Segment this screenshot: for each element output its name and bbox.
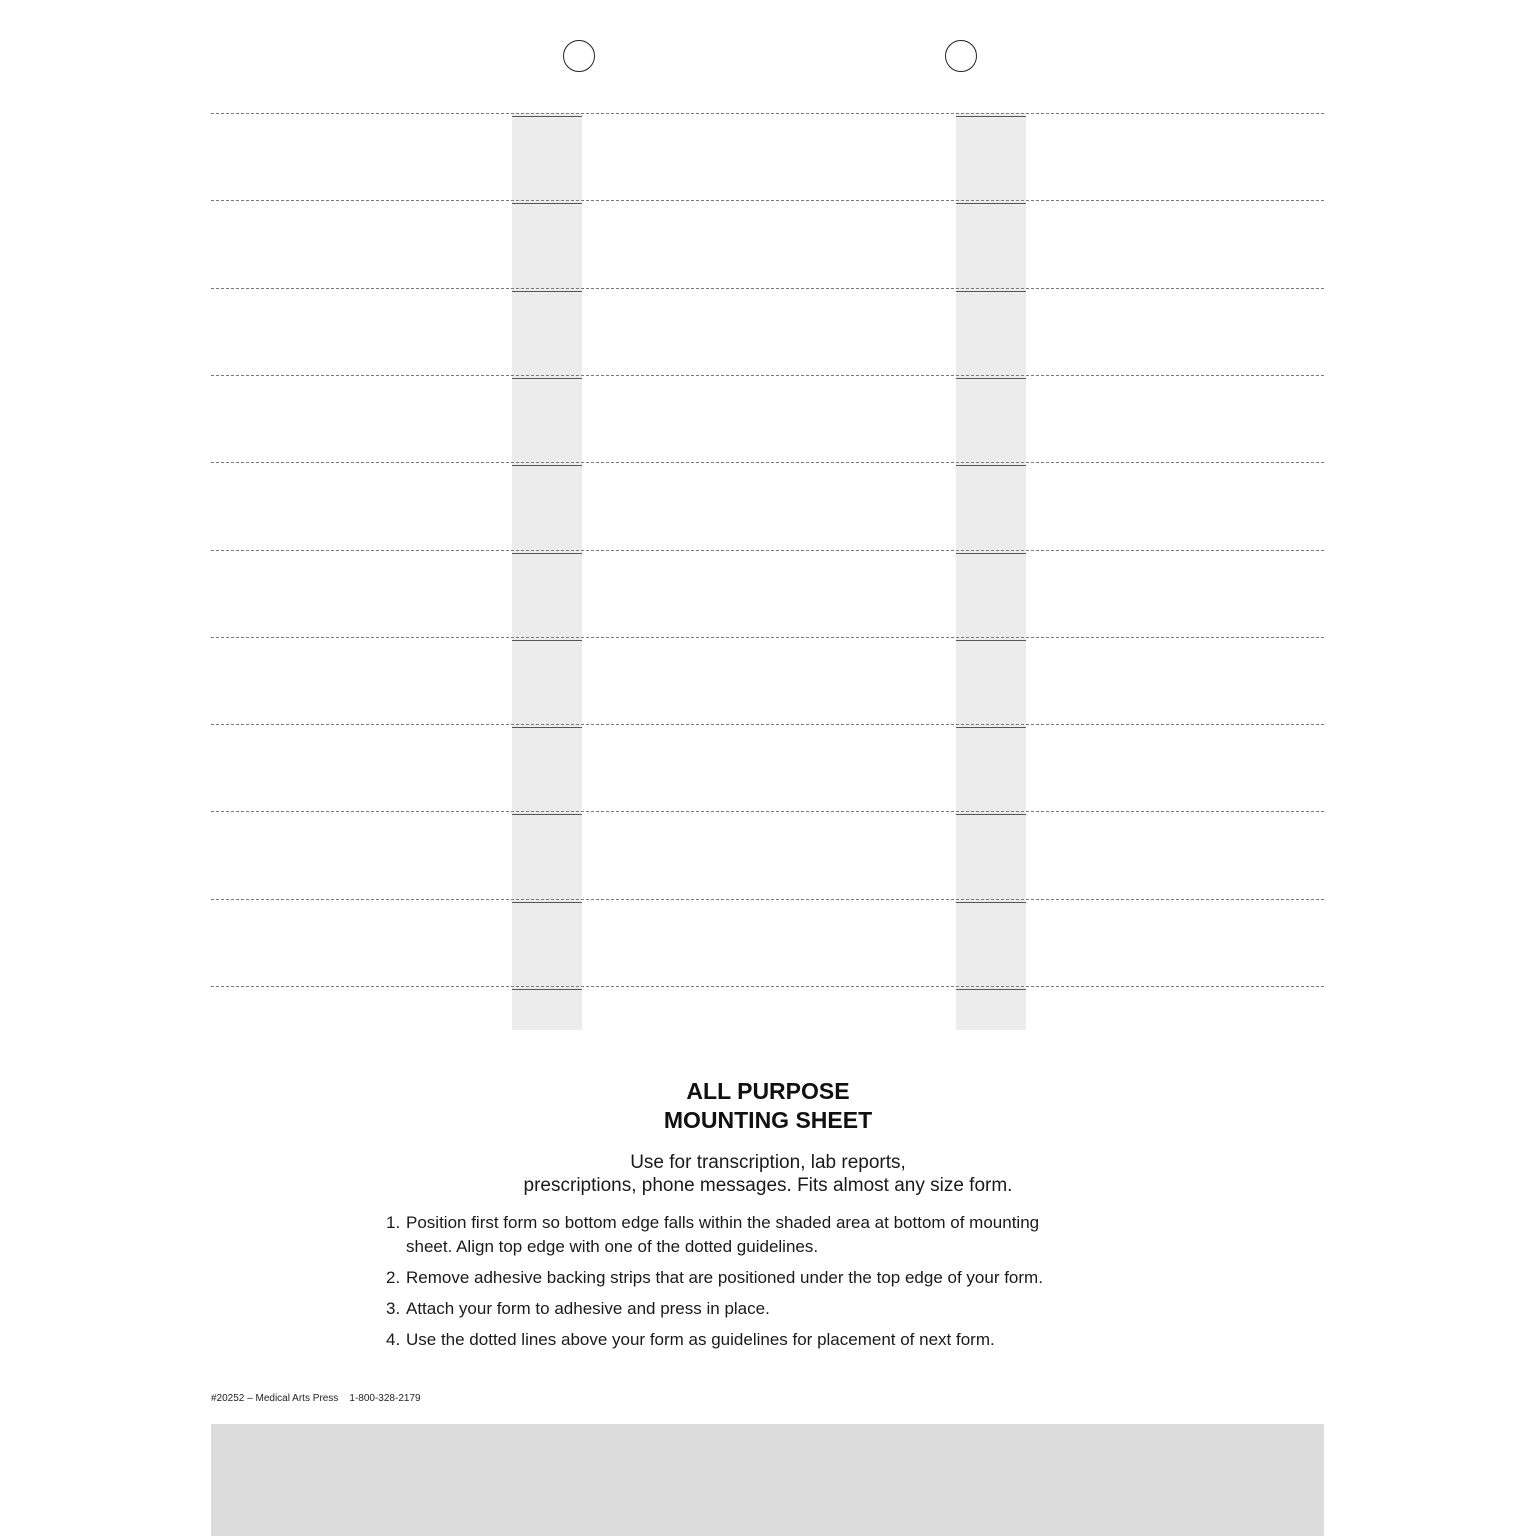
sheet-subtitle-line-2: prescriptions, phone messages. Fits almost any size form. xyxy=(523,1175,1013,1196)
instruction-step-4 xyxy=(386,1328,1086,1352)
dotted-guideline xyxy=(211,811,1324,812)
dotted-guideline xyxy=(211,375,1324,376)
product-footer: #20252 – Medical Arts Press 1-800-328-2179 xyxy=(211,1393,421,1404)
bottom-shaded-area xyxy=(211,1424,1324,1536)
adhesive-tab-edge xyxy=(956,378,1026,379)
sheet-subtitle-line-1: Use for transcription, lab reports, xyxy=(630,1152,906,1173)
step-number: 4. xyxy=(386,1330,401,1349)
adhesive-tab-edge xyxy=(956,553,1026,554)
adhesive-tab-edge xyxy=(512,116,582,117)
adhesive-tab-edge xyxy=(956,727,1026,728)
dotted-guideline xyxy=(211,200,1324,201)
dotted-guideline xyxy=(211,550,1324,551)
punch-hole-left xyxy=(563,40,595,72)
punch-hole-right xyxy=(945,40,977,72)
dotted-guideline xyxy=(211,986,1324,987)
adhesive-tab-edge xyxy=(956,989,1026,990)
instruction-step-3 xyxy=(386,1297,1086,1321)
adhesive-tab-edge xyxy=(512,378,582,379)
step-number: 1. xyxy=(386,1213,401,1232)
step-text: Remove adhesive backing strips that are positioned under the top edge of your form. xyxy=(406,1268,1043,1287)
adhesive-tab-edge xyxy=(956,116,1026,117)
dotted-guideline xyxy=(211,899,1324,900)
sheet-title-line-1: ALL PURPOSE xyxy=(686,1078,850,1104)
adhesive-tab-edge xyxy=(956,640,1026,641)
adhesive-tab-edge xyxy=(956,814,1026,815)
adhesive-strip-right xyxy=(956,113,1026,1030)
step-text-continuation: sheet. Align top edge with one of the dotted guidelines. xyxy=(406,1237,819,1256)
adhesive-tab-edge xyxy=(956,203,1026,204)
adhesive-tab-edge xyxy=(512,291,582,292)
dotted-guideline xyxy=(211,724,1324,725)
step-text: Use the dotted lines above your form as guidelines for placement of next form. xyxy=(406,1330,995,1349)
adhesive-tab-edge xyxy=(512,902,582,903)
step-number: 2. xyxy=(386,1268,401,1287)
step-text: Position first form so bottom edge falls within the shaded area at bottom of mounting xyxy=(406,1213,1040,1232)
adhesive-tab-edge xyxy=(956,902,1026,903)
step-text: Attach your form to adhesive and press in place. xyxy=(406,1299,770,1318)
adhesive-strip-left xyxy=(512,113,582,1030)
adhesive-tab-edge xyxy=(956,465,1026,466)
adhesive-tab-edge xyxy=(512,814,582,815)
adhesive-tab-edge xyxy=(512,203,582,204)
dotted-guideline xyxy=(211,462,1324,463)
step-number: 3. xyxy=(386,1299,401,1318)
adhesive-tab-edge xyxy=(956,291,1026,292)
dotted-guideline xyxy=(211,637,1324,638)
dotted-guideline xyxy=(211,288,1324,289)
adhesive-tab-edge xyxy=(512,465,582,466)
adhesive-tab-edge xyxy=(512,553,582,554)
sheet-title-line-2: MOUNTING SHEET xyxy=(663,1107,873,1133)
dotted-guideline xyxy=(211,113,1324,114)
instruction-step-1 xyxy=(386,1211,1086,1259)
instruction-step-2 xyxy=(386,1266,1086,1290)
adhesive-tab-edge xyxy=(512,989,582,990)
adhesive-tab-edge xyxy=(512,727,582,728)
adhesive-tab-edge xyxy=(512,640,582,641)
